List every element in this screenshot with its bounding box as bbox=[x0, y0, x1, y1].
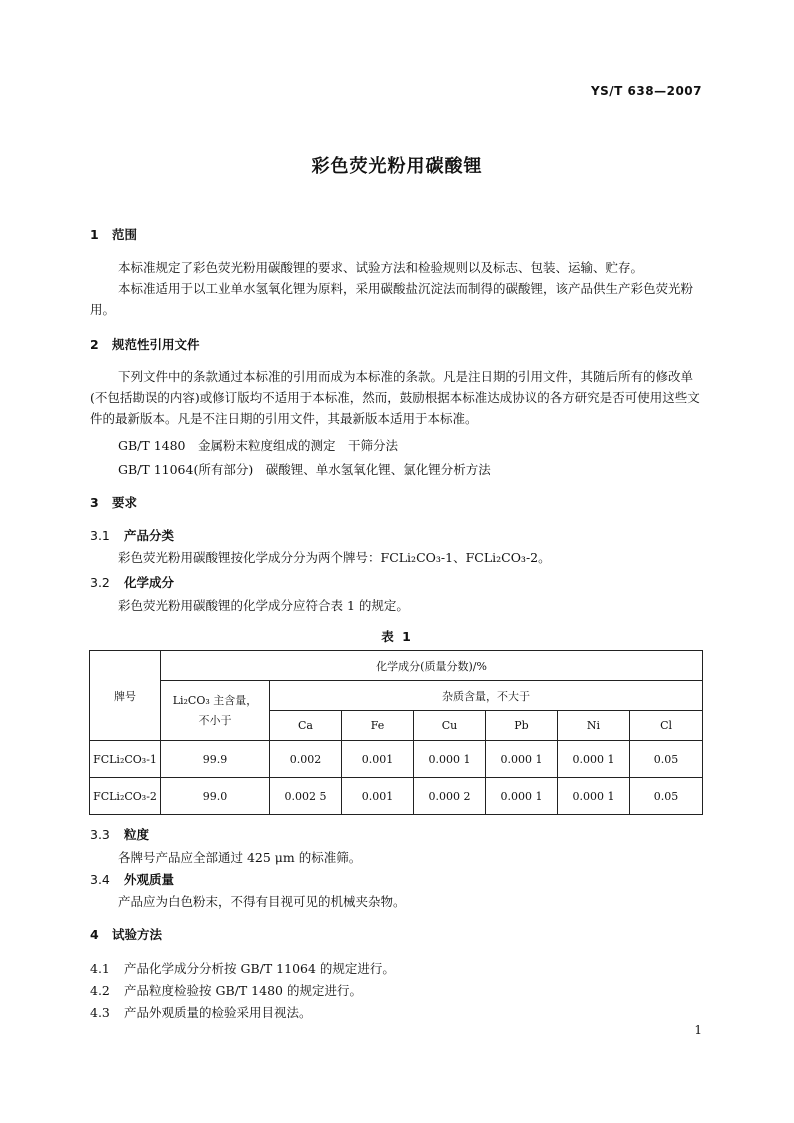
section-3-3-text: 各牌号产品应全部通过 425 μm 的标准筛。 bbox=[118, 850, 362, 865]
table-row bbox=[90, 778, 703, 815]
element-header: Cl bbox=[630, 711, 703, 741]
item-4-1-number: 4.1 bbox=[90, 961, 110, 976]
main-content-cell: 99.9 bbox=[161, 741, 270, 778]
impurity-cell: 0.001 bbox=[342, 778, 414, 815]
main-content-cell: 99.0 bbox=[161, 778, 270, 815]
reference-gbt-1480: GB/T 1480 金属粉末粒度组成的测定 干筛分法 bbox=[118, 438, 399, 453]
element-header: Fe bbox=[342, 711, 414, 741]
section-3-4-number: 3.4 bbox=[90, 872, 110, 887]
impurity-cell: 0.000 1 bbox=[558, 778, 630, 815]
impurity-cell: 0.002 5 bbox=[270, 778, 342, 815]
element-header: Cu bbox=[414, 711, 486, 741]
section-4-title: 试验方法 bbox=[112, 927, 163, 942]
section-3-number: 3 bbox=[90, 495, 99, 510]
grade-1-name: FCLi₂CO₃-1 bbox=[380, 550, 454, 565]
section-3-1-text-lead: 彩色荧光粉用碳酸锂按化学成分分为两个牌号： bbox=[118, 550, 381, 565]
section-3-1-text bbox=[118, 548, 551, 566]
section-3-2-heading bbox=[90, 573, 174, 591]
main-content-header-line-2: 不小于 bbox=[198, 713, 232, 727]
section-3-3-title: 粒度 bbox=[124, 827, 150, 842]
impurity-cell: 0.002 bbox=[270, 741, 342, 778]
section-2-title: 规范性引用文件 bbox=[112, 337, 200, 352]
impurity-cell: 0.000 1 bbox=[558, 741, 630, 778]
document-title: 彩色荧光粉用碳酸锂 bbox=[311, 156, 483, 177]
section-2-paragraph: 下列文件中的条款通过本标准的引用而成为本标准的条款。凡是注日期的引用文件，其随后所有的修改单(不包括勘误的内容)或修订版均不适用于本标准，然而，鼓励根据本标准达成协议的各方研究是否可使用这些文件的最新版本。凡是不注日期的引用文件，其最新版本适用于本标准。 bbox=[90, 369, 700, 426]
item-4-3-text: 产品外观质量的检验采用目视法。 bbox=[124, 1005, 312, 1020]
page-number: 1 bbox=[694, 1023, 702, 1037]
section-3-title: 要求 bbox=[112, 495, 138, 510]
section-3-3-heading bbox=[90, 825, 149, 843]
section-3-heading bbox=[90, 493, 137, 511]
section-1-title: 范围 bbox=[112, 227, 138, 242]
impurity-cell: 0.05 bbox=[630, 778, 703, 815]
chemical-composition-table bbox=[89, 650, 703, 815]
impurity-cell: 0.001 bbox=[342, 741, 414, 778]
impurity-cell: 0.000 1 bbox=[486, 778, 558, 815]
item-4-2-number: 4.2 bbox=[90, 983, 110, 998]
section-3-4-title: 外观质量 bbox=[124, 872, 175, 887]
list-item bbox=[90, 981, 362, 999]
list-item bbox=[90, 1003, 312, 1021]
grade-cell: FCLi₂CO₃-1 bbox=[90, 741, 161, 778]
section-3-1-number: 3.1 bbox=[90, 528, 110, 543]
section-3-3-number: 3.3 bbox=[90, 827, 110, 842]
main-content-header bbox=[161, 681, 270, 741]
section-1-paragraph-1: 本标准规定了彩色荧光粉用碳酸锂的要求、试验方法和检验规则以及标志、包装、运输、贮存。 bbox=[118, 260, 644, 275]
impurity-group-header: 杂质含量，不大于 bbox=[270, 681, 703, 711]
grade-2-name: FCLi₂CO₃-2 bbox=[465, 550, 539, 565]
element-header: Ca bbox=[270, 711, 342, 741]
impurity-cell: 0.000 1 bbox=[486, 741, 558, 778]
element-header: Pb bbox=[486, 711, 558, 741]
section-3-2-number: 3.2 bbox=[90, 575, 110, 590]
section-3-2-text: 彩色荧光粉用碳酸锂的化学成分应符合表 1 的规定。 bbox=[118, 598, 409, 613]
item-4-1-text: 产品化学成分分析按 GB/T 11064 的规定进行。 bbox=[124, 961, 395, 976]
table-caption: 表 1 bbox=[381, 629, 413, 644]
impurity-cell: 0.000 2 bbox=[414, 778, 486, 815]
sentence-end: 。 bbox=[538, 550, 551, 565]
section-3-4-heading bbox=[90, 870, 174, 888]
section-2-heading bbox=[90, 335, 200, 353]
list-item bbox=[90, 959, 395, 977]
element-header: Ni bbox=[558, 711, 630, 741]
reference-gbt-11064: GB/T 11064(所有部分) 碳酸锂、单水氢氧化锂、氯化锂分析方法 bbox=[118, 462, 491, 477]
section-2-number: 2 bbox=[90, 337, 99, 352]
table-row bbox=[90, 741, 703, 778]
section-4-number: 4 bbox=[90, 927, 99, 942]
section-1-heading bbox=[90, 225, 137, 243]
composition-group-header: 化学成分(质量分数)/% bbox=[161, 651, 703, 681]
grade-separator: 、 bbox=[453, 550, 466, 565]
main-content-header-line-1: Li₂CO₃ 主含量， bbox=[172, 693, 258, 707]
grade-column-header: 牌号 bbox=[90, 651, 161, 741]
section-4-heading bbox=[90, 925, 162, 943]
section-3-2-title: 化学成分 bbox=[124, 575, 175, 590]
standard-number: YS/T 638—2007 bbox=[590, 84, 702, 98]
section-3-1-heading bbox=[90, 526, 174, 544]
section-1-paragraph-2: 本标准适用于以工业单水氢氧化锂为原料，采用碳酸盐沉淀法而制得的碳酸锂，该产品供生产彩色荧光粉用。 bbox=[90, 281, 694, 317]
section-3-4-text: 产品应为白色粉末，不得有目视可见的机械夹杂物。 bbox=[118, 894, 406, 909]
grade-cell: FCLi₂CO₃-2 bbox=[90, 778, 161, 815]
section-3-1-title: 产品分类 bbox=[124, 528, 175, 543]
impurity-cell: 0.000 1 bbox=[414, 741, 486, 778]
impurity-cell: 0.05 bbox=[630, 741, 703, 778]
item-4-2-text: 产品粒度检验按 GB/T 1480 的规定进行。 bbox=[124, 983, 362, 998]
section-1-number: 1 bbox=[90, 227, 99, 242]
item-4-3-number: 4.3 bbox=[90, 1005, 110, 1020]
